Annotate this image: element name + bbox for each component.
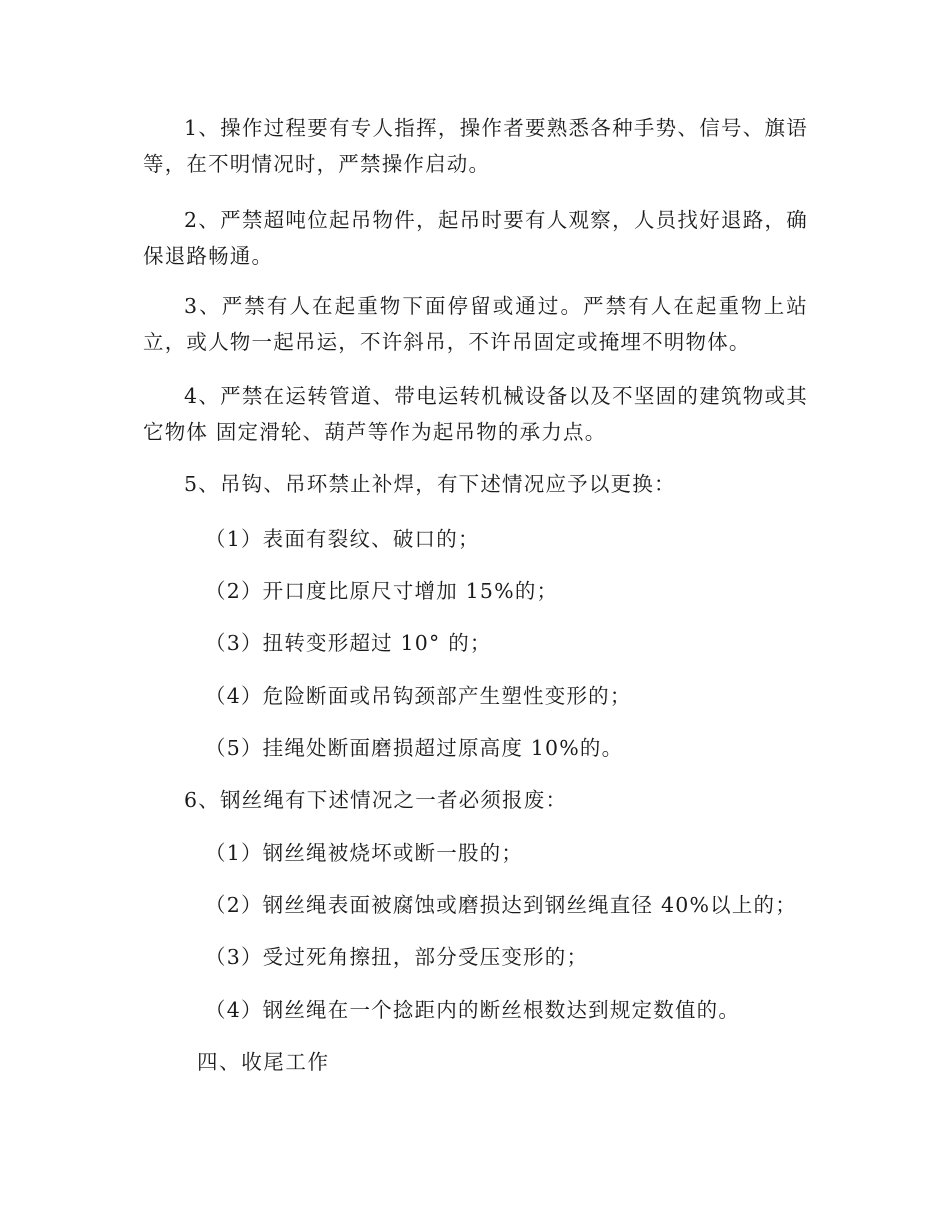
list-item-6-4: （4）钢丝绳在一个捻距内的断丝根数达到规定数值的。 [205,998,741,1022]
paragraph-4: 4、严禁在运转管道、带电运转机械设备以及不坚固的建筑物或其它物体 固定滑轮、葫芦等作为起吊物的承力点。 [143,384,808,444]
list-item-5-3: （3）扭转变形超过 10° 的； [205,631,492,655]
list-item-5-1: （1）表面有裂纹、破口的； [205,527,480,551]
paragraph-2: 2、严禁超吨位起吊物件，起吊时要有人观察，人员找好退路，确保退路畅通。 [143,208,808,268]
paragraph-5: 5、吊钩、吊环禁止补焊，有下述情况应予以更换： [184,472,676,496]
list-item-5-4: （4）危险断面或吊钩颈部产生塑性变形的； [205,684,632,708]
paragraph-3: 3、严禁有人在起重物下面停留或通过。严禁有人在起重物上站立，或人物一起吊运，不许斜吊，不许吊固定或掩埋不明物体。 [143,294,808,354]
list-item-6-3: （3）受过死角擦扭，部分受压变形的； [205,945,589,969]
paragraph-1: 1、操作过程要有专人指挥，操作者要熟悉各种手势、信号、旗语等，在不明情况时，严禁操作启动。 [143,116,808,176]
list-item-5-2: （2）开口度比原尺寸增加 15%的； [205,579,559,603]
paragraph-6: 6、钢丝绳有下述情况之一者必须报废： [184,788,568,812]
list-item-5-5: （5）挂绳处断面磨损超过原高度 10%的。 [205,736,624,760]
section-heading: 四、收尾工作 [197,1050,330,1074]
list-item-6-2: （2）钢丝绳表面被腐蚀或磨损达到钢丝绳直径 40%以上的； [205,893,797,917]
list-item-6-1: （1）钢丝绳被烧坏或断一股的； [205,841,524,865]
